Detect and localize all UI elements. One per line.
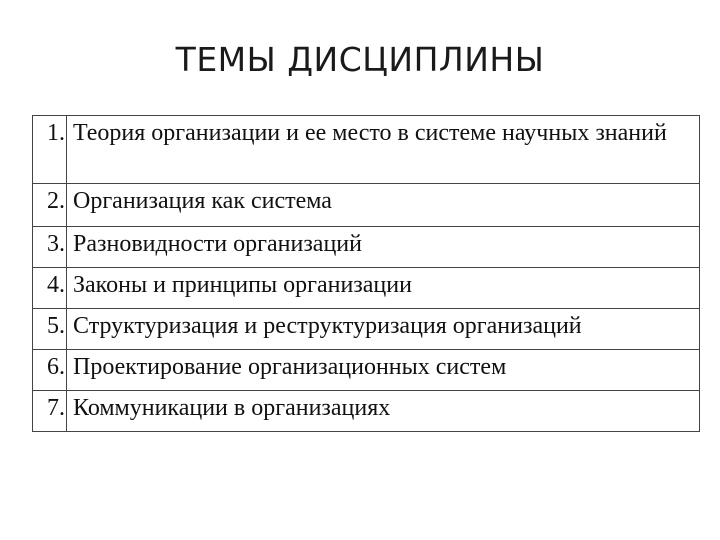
topic-text-cell <box>67 268 700 309</box>
topic-row <box>33 309 700 350</box>
topic-row <box>33 184 700 227</box>
topic-row <box>33 268 700 309</box>
topic-number: 4. <box>47 272 65 298</box>
topic-number-cell <box>33 268 67 309</box>
topic-number: 1. <box>47 120 65 146</box>
topic-text-cell <box>67 391 700 432</box>
topics-table <box>32 115 700 432</box>
topic-text-cell <box>67 309 700 350</box>
topic-number: 7. <box>47 395 65 421</box>
topic-text: Проектирование организационных систем <box>73 354 507 380</box>
topic-text: Разновидности организаций <box>73 231 362 257</box>
topic-text: Законы и принципы организации <box>73 272 412 298</box>
topic-row <box>33 350 700 391</box>
topic-number-cell <box>33 391 67 432</box>
topic-text: Теория организации и ее место в системе научных знаний <box>73 120 667 146</box>
topic-number: 5. <box>47 313 65 339</box>
topic-text: Организация как система <box>73 188 332 214</box>
topic-text: Коммуникации в организациях <box>73 395 391 421</box>
topic-number-cell <box>33 350 67 391</box>
topic-text-cell <box>67 350 700 391</box>
topic-number-cell <box>33 227 67 268</box>
topic-text-cell <box>67 227 700 268</box>
slide-title: ТЕМЫ ДИСЦИПЛИНЫ <box>175 40 545 79</box>
topic-row <box>33 391 700 432</box>
topic-row <box>33 116 700 184</box>
topic-number: 3. <box>47 231 65 257</box>
topic-text-cell <box>67 184 700 227</box>
topic-text-cell <box>67 116 700 184</box>
topic-number: 6. <box>47 354 65 380</box>
topic-row <box>33 227 700 268</box>
topic-number-cell <box>33 184 67 227</box>
topic-text: Структуризация и реструктуризация организаций <box>73 313 582 339</box>
topic-number: 2. <box>47 188 65 214</box>
topic-number-cell <box>33 309 67 350</box>
topic-number-cell <box>33 116 67 184</box>
